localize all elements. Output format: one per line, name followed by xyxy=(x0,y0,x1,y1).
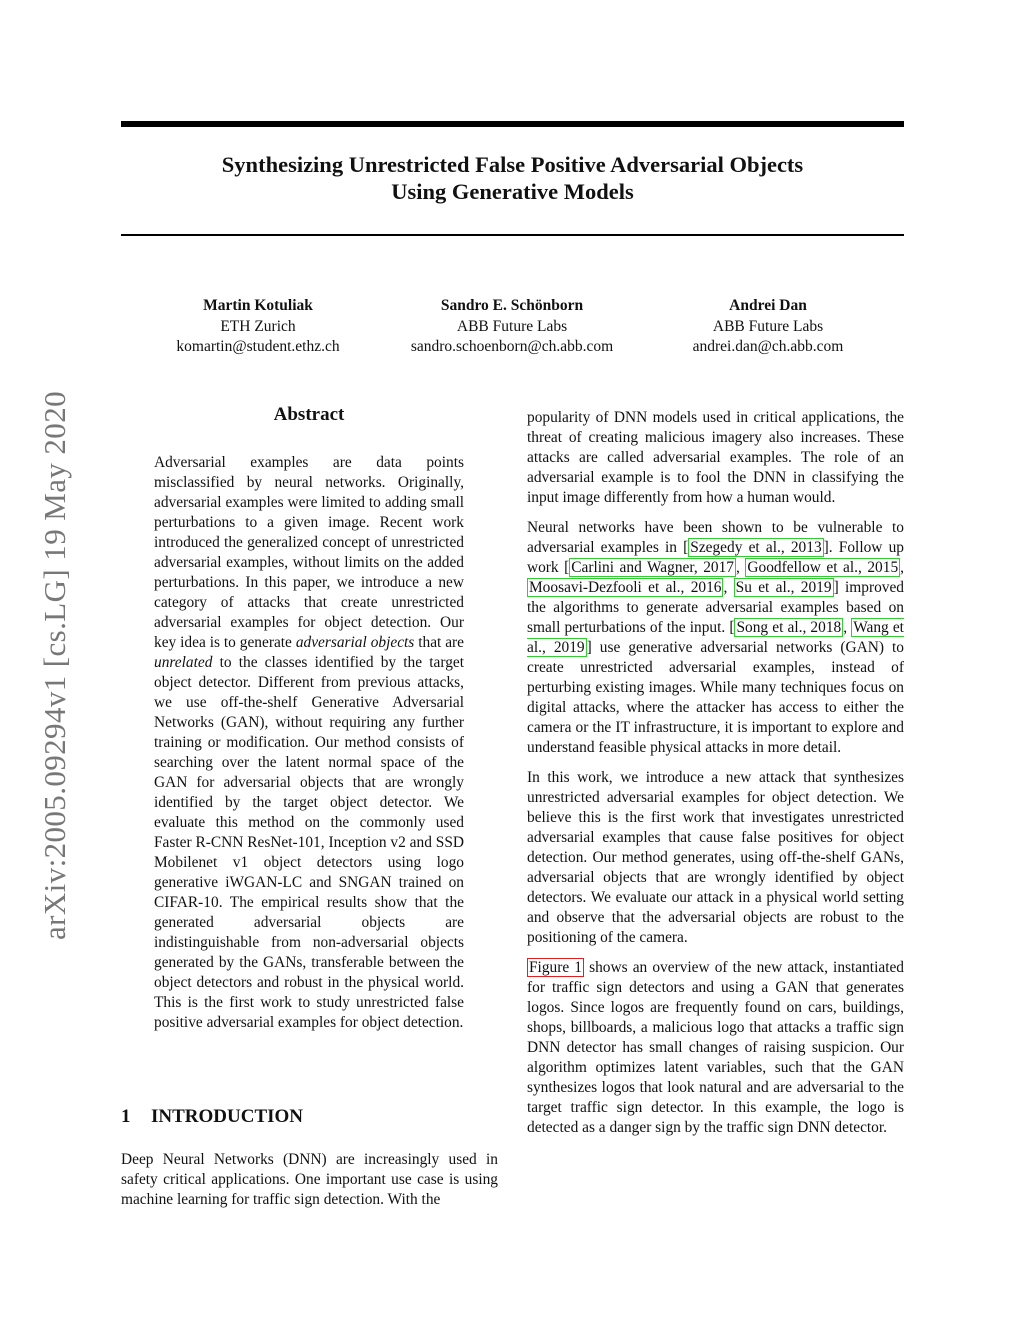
text-segment: ] improved the algorithms to generate adversarial examples based on small perturbations of the input. [ xyxy=(527,579,904,636)
section-number: 1 xyxy=(121,1106,131,1127)
section-heading xyxy=(121,1106,501,1128)
author-affiliation: ETH Zurich xyxy=(220,317,296,335)
author-email[interactable]: andrei.dan@ch.abb.com xyxy=(692,338,844,355)
text-segment: , xyxy=(900,559,905,576)
citation-link[interactable]: Wang et al., 2019 xyxy=(527,619,904,656)
text-segment: Neural networks have been shown to be vulnerable to adversarial examples in [ xyxy=(527,519,904,556)
text-segment: ] use generative adversarial networks (GAN) to create unrestricted adversarial examples, instead of perturbing existing images. While many techniques focus on digital attacks, where the attacker has access to either the camera or the IT infrastructure, it is important to explore and understand feasible physical attacks in more detail. xyxy=(527,639,905,756)
citation-link[interactable]: Moosavi-Dezfooli et al., 2016 xyxy=(529,579,722,596)
paragraph: In this work, we introduce a new attack that synthesizes unrestricted adversarial examples for object detection. We believe this is the first work that investigates unrestricted adversarial examples that cause false positives for object detection. Our method generates, using off-the-shelf GANs, adversarial objects that are wrongly identified by object detectors. We evaluate our attack in a physical world setting and observe that the adversarial objects are robust to the positioning of the camera. xyxy=(527,769,904,946)
abstract-segment: that are xyxy=(414,634,465,651)
citation-link[interactable]: Song et al., 2018 xyxy=(736,619,842,636)
text-segment: , xyxy=(723,579,734,596)
abstract-segment: to the classes identified by the target object detector. Different from previous attacks, we use off-the-shelf Generative Adversarial Networks (GAN), without requiring any further training or modification. Our method consists of searching over the latent normal space of the GAN for adversarial objects that are wrongly identified by the target object detector. We evaluate this method on the commonly used Faster R-CNN ResNet-101, Inception v2 and SSD Mobilenet v1 object detectors using logo generative iWGAN-LC and SNGAN trained on CIFAR-10. The empirical results show that the generated adversarial objects are indistinguishable from non-adversarial objects generated by the GANs, transferable between the object detectors and robust in the physical world. This is the first work to study unrestricted false positive adversarial examples for object detection. xyxy=(154,654,464,1031)
paragraph xyxy=(527,518,904,758)
author-name: Sandro E. Schönborn xyxy=(440,297,584,314)
abstract-heading: Abstract xyxy=(273,404,345,425)
paragraph xyxy=(527,958,904,1138)
top-rule xyxy=(121,121,904,127)
abstract-emphasis: adversarial objects xyxy=(295,634,415,651)
author-block xyxy=(133,296,383,358)
citation-link[interactable]: Su et al., 2019 xyxy=(735,579,832,596)
text-segment: ]. Follow up work [ xyxy=(527,539,904,576)
citation-link[interactable]: Goodfellow et al., 2015 xyxy=(747,559,899,576)
title-line-2: Using Generative Models xyxy=(391,179,634,204)
abstract-segment: Adversarial examples are data points misclassified by neural networks. Originally, adversarial examples were limited to adding small perturbations to a given image. Recent work introduced the generalized concept of unrestricted adversarial examples, without limits on the added perturbations. In this paper, we introduce a new category of attacks that create unrestricted adversarial examples for object detection. Our key idea is to generate xyxy=(154,454,464,651)
author-name: Martin Kotuliak xyxy=(203,297,313,314)
title-line-1: Synthesizing Unrestricted False Positive Adversarial Objects xyxy=(221,152,804,177)
author-block xyxy=(643,296,893,358)
right-column xyxy=(527,408,904,1148)
text-segment: shows an overview of the new attack, instantiated for traffic sign detectors and using a GAN that generates logos. Since logos are frequently found on cars, buildings, shops, billboards, a malicious logo that attacks a traffic sign DNN detector has small changes of raising suspicion. Our algorithm optimizes latent variables, such that the GAN synthesizes logos that look natural and are adversarial to the target traffic sign detector. In this example, the logo is detected as a danger sign by the traffic sign DNN detector. xyxy=(527,959,904,1136)
author-email[interactable]: komartin@student.ethz.ch xyxy=(176,338,340,355)
text-segment: , xyxy=(843,619,852,636)
paragraph: popularity of DNN models used in critical applications, the threat of creating malicious imagery also increases. These attacks are called adversarial examples. The role of an adversarial example is to fool the DNN in classifying the input image differently from how a human would. xyxy=(527,409,904,506)
citation-link[interactable]: Szegedy et al., 2013 xyxy=(690,539,822,556)
paper-title xyxy=(121,151,904,205)
author-affiliation: ABB Future Labs xyxy=(456,317,568,335)
intro-paragraph: Deep Neural Networks (DNN) are increasingly used in safety critical applications. One important use case is using machine learning for traffic sign detection. With the xyxy=(121,1151,498,1208)
author-affiliation: ABB Future Labs xyxy=(712,317,824,335)
arxiv-identifier: arXiv:2005.09294v1 [cs.LG] 19 May 2020 xyxy=(37,390,72,940)
text-segment: , xyxy=(736,559,746,576)
title-rule xyxy=(121,234,904,236)
author-name: Andrei Dan xyxy=(729,297,807,314)
author-email[interactable]: sandro.schoenborn@ch.abb.com xyxy=(410,338,614,355)
section-title: INTRODUCTION xyxy=(151,1106,304,1127)
abstract-text xyxy=(154,453,464,1033)
author-block xyxy=(372,296,652,358)
citation-link[interactable]: Carlini and Wagner, 2017 xyxy=(571,559,735,576)
abstract-emphasis: unrelated xyxy=(154,654,213,671)
figure-link[interactable]: Figure 1 xyxy=(529,959,582,976)
